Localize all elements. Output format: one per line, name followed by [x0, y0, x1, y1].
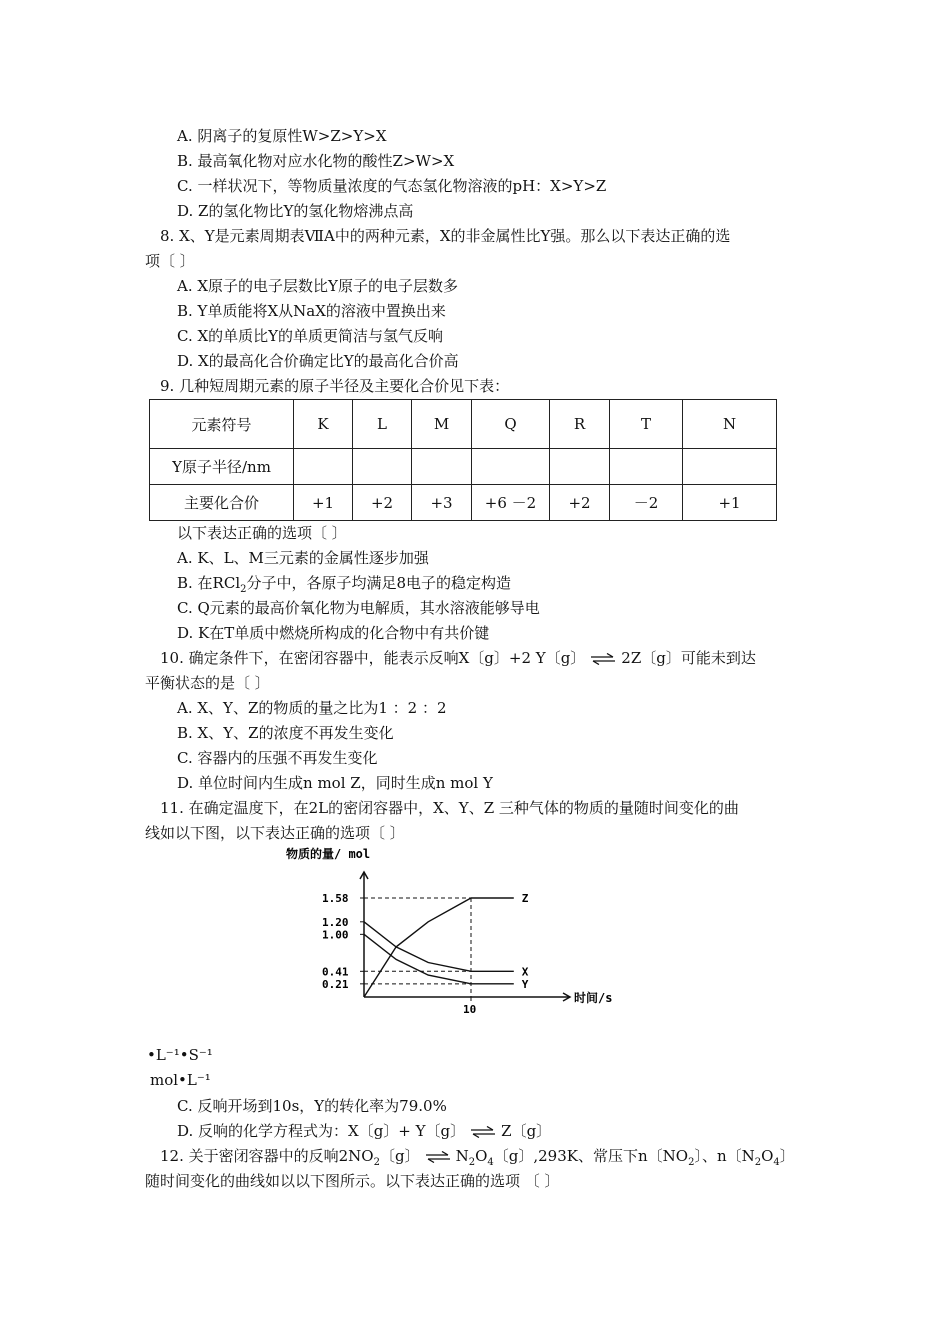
q8-stem-cont: 项〔 〕 [145, 252, 195, 270]
table-cell: +2 [550, 485, 610, 521]
q11-option-d: D. 反响的化学方程式为：X〔g〕+ Y〔g〕 Z〔g〕 [177, 1122, 552, 1140]
chart-series-label-x: X [521, 965, 529, 979]
chart-x-tick-label: 10 [463, 1003, 477, 1016]
q9-option-b: B. 在RCl$_2$分子中，各原子均满足8电子的稳定构造 [177, 574, 512, 595]
q8-option-c: C. X的单质比Y的单质更简洁与氢气反响 [177, 327, 444, 345]
table-cell [683, 449, 777, 485]
q9-option-c: C. Q元素的最高价氧化物为电解质，其水溶液能够导电 [177, 599, 540, 617]
chart-x-axis-label: 时间/s [574, 991, 613, 1005]
equilibrium-arrow-icon [469, 1126, 497, 1138]
table-cell: +1 [683, 485, 777, 521]
table-cell [610, 449, 683, 485]
table-cell: +3 [412, 485, 472, 521]
q9-option-d: D. K在T单质中燃烧所构成的化合物中有共价键 [177, 624, 490, 642]
chart-series-label-y: Y [521, 977, 529, 991]
table-cell: +1 [294, 485, 353, 521]
table-cell [294, 449, 353, 485]
table-cell: T [610, 400, 683, 449]
q10-option-c: C. 容器内的压强不再发生变化 [177, 749, 378, 767]
q8-option-b: B. Y单质能将X从NaX的溶液中置换出来 [177, 302, 446, 320]
table-cell: N [683, 400, 777, 449]
element-table [149, 399, 777, 521]
table-cell: R [550, 400, 610, 449]
q10-option-d: D. 单位时间内生成n mol Z，同时生成n mol Y [177, 774, 493, 792]
chart-axes [360, 872, 570, 1001]
table-cell [412, 449, 472, 485]
table-cell [353, 449, 412, 485]
chart-y-tick-label: 1.00 [322, 928, 349, 942]
equilibrium-arrow-icon [424, 1151, 452, 1163]
q11-fragment-conc-unit: mol•L⁻¹ [150, 1071, 211, 1089]
table-cell: L [353, 400, 412, 449]
table-cell [472, 449, 550, 485]
table-header-symbol: 元素符号 [150, 400, 294, 449]
q12-stem: 12. 关于密闭容器中的反响$2NO_2$〔g〕 $N_2O_4$〔g〕,293K、常压下n〔$NO_2$〕、n〔$N_2O_4$〕 [160, 1147, 795, 1168]
chart-series-line-z [364, 898, 514, 997]
table-header-valence: 主要化合价 [150, 485, 294, 521]
table-cell: －2 [610, 485, 683, 521]
q9-after: 以下表达正确的选项〔 〕 [177, 524, 347, 542]
table-cell: +2 [353, 485, 412, 521]
q8-option-d: D. X的最高化合价确定比Y的最高化合价高 [177, 352, 459, 370]
q8-stem: 8. X、Y是元素周期表ⅦA中的两种元素，X的非金属性比Y强。那么以下表达正确的选 [160, 227, 731, 245]
q11-stem-cont: 线如以下图，以下表达正确的选项〔 〕 [145, 824, 405, 842]
q7-option-b: B. 最高氧化物对应水化物的酸性Z>W>X [177, 152, 455, 170]
chart-y-tick-label: 1.58 [322, 892, 349, 905]
q11-fragment-rate-unit: •L⁻¹•S⁻¹ [147, 1046, 213, 1064]
amount-time-chart [280, 842, 640, 1022]
q9-stem: 9. 几种短周期元素的原子半径及主要化合价见下表： [160, 377, 510, 395]
table-cell: M [412, 400, 472, 449]
q9-option-a: A. K、L、M三元素的金属性逐步加强 [177, 549, 429, 567]
q10-stem-cont: 平衡状态的是〔 〕 [145, 674, 270, 692]
chart-y-tick-label: 0.41 [322, 965, 349, 979]
chart-y-axis-label: 物质的量/ mol [286, 847, 371, 861]
q11-option-c: C. 反响开场到10s，Y的转化率为79.0% [177, 1097, 447, 1115]
chart-y-tick-label: 1.20 [322, 915, 349, 929]
q10-stem: 10. 确定条件下，在密闭容器中，能表示反响X〔g〕+2 Y〔g〕 2Z〔g〕可能未到达 [160, 649, 756, 667]
q7-option-c: C. 一样状况下，等物质量浓度的气态氢化物溶液的pH：X>Y>Z [177, 177, 607, 195]
chart-series-line-x [364, 922, 514, 972]
q10-option-b: B. X、Y、Z的浓度不再发生变化 [177, 724, 394, 742]
table-header-radius: Y原子半径/nm [150, 449, 294, 485]
chart-series-label-z: Z [521, 892, 529, 905]
q10-option-a: A. X、Y、Z的物质的量之比为1 ：2 ：2 [177, 699, 447, 717]
equilibrium-arrow-icon [589, 653, 617, 665]
table-cell [550, 449, 610, 485]
q11-stem: 11. 在确定温度下，在2L的密闭容器中，X、Y、Z 三种气体的物质的量随时间变化的曲 [160, 799, 739, 817]
table-cell: Q [472, 400, 550, 449]
table-cell: +6 －2 [472, 485, 550, 521]
q12-stem-cont: 随时间变化的曲线如以以下图所示。以下表达正确的选项 〔 〕 [145, 1172, 560, 1190]
q8-option-a: A. X原子的电子层数比Y原子的电子层数多 [177, 277, 458, 295]
chart-y-tick-label: 0.21 [322, 977, 349, 991]
q7-option-d: D. Z的氢化物比Y的氢化物熔沸点高 [177, 202, 414, 220]
chart-series-line-y [364, 934, 514, 984]
chart-series [364, 892, 529, 997]
table-cell: K [294, 400, 353, 449]
q7-option-a: A. 阴离子的复原性W>Z>Y>X [177, 127, 387, 145]
